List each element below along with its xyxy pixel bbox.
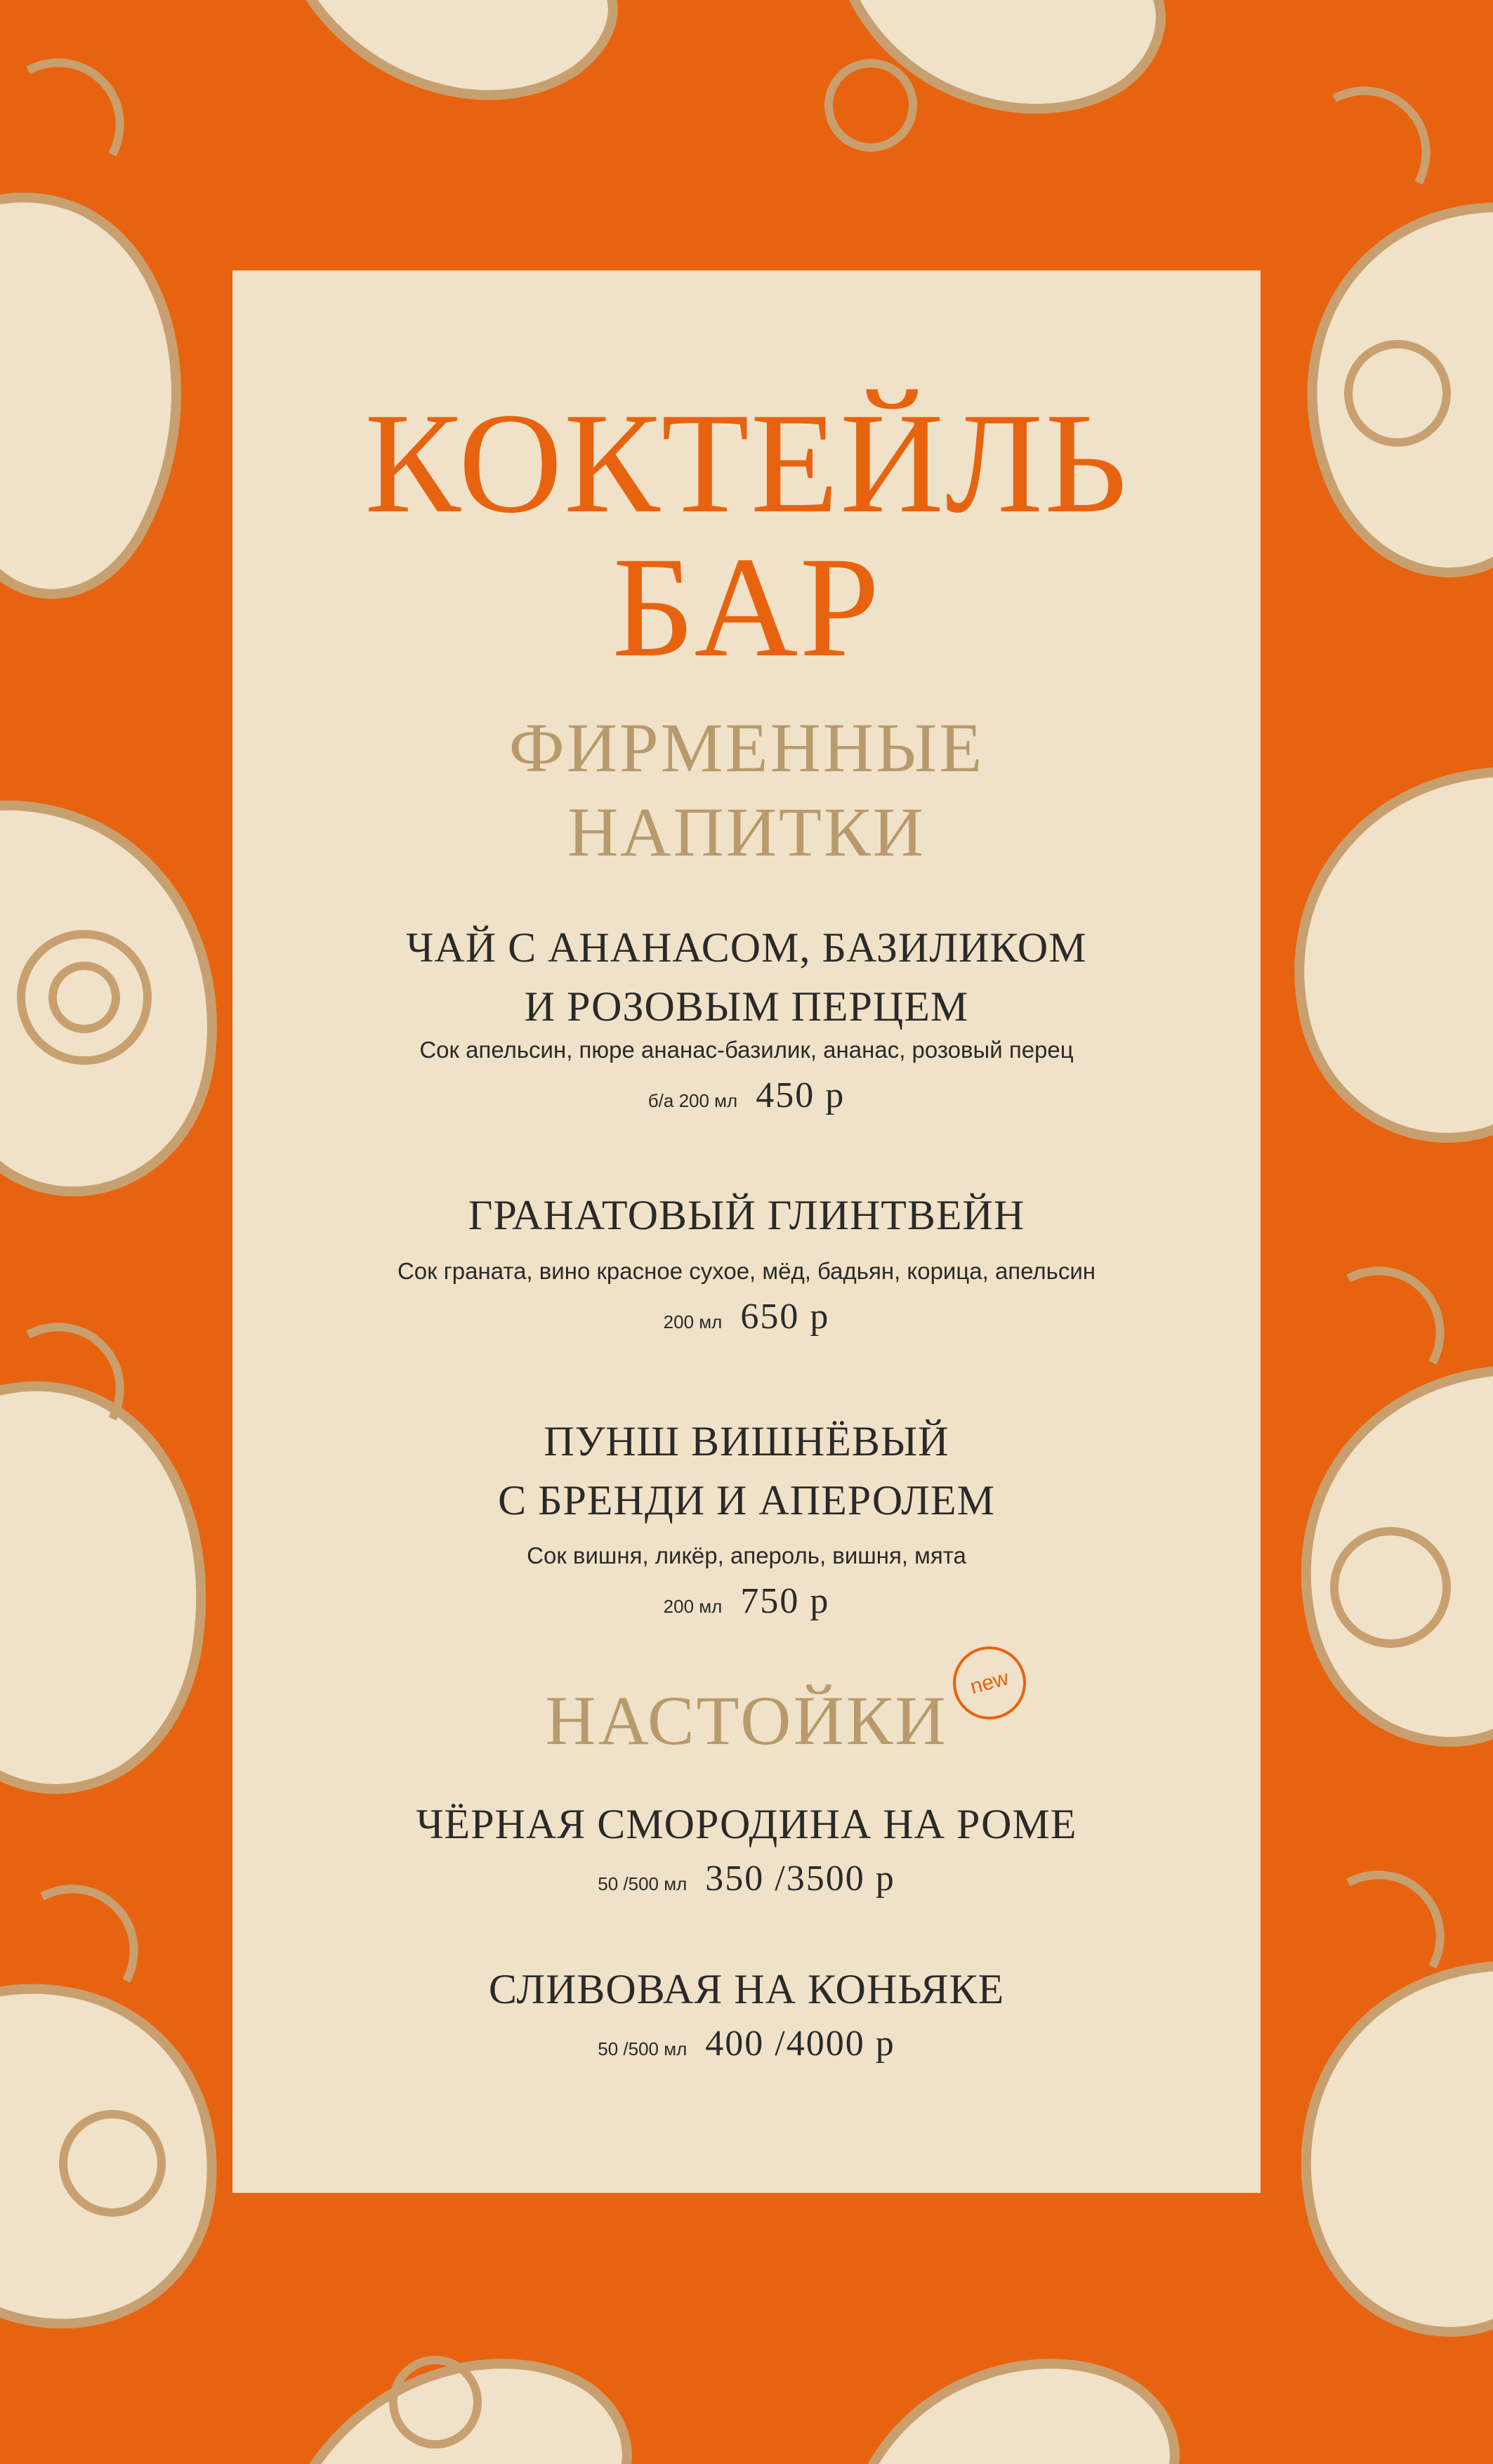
item-price: 750 р (740, 1581, 830, 1621)
item-name: ЧЁРНАЯ СМОРОДИНА НА РОМЕ (416, 1801, 1077, 1847)
item-volume: 200 мл (663, 1596, 723, 1617)
item-volume: 50 /500 мл (598, 2038, 688, 2059)
item-price: 350 /3500 р (705, 1859, 895, 1899)
item-price-row (232, 2023, 1261, 2064)
item-name: ПУНШ ВИШНЁВЫЙ (544, 1418, 949, 1464)
item-price: 400 /4000 р (705, 2024, 895, 2064)
item-price: 450 р (756, 1075, 846, 1115)
menu-title-line2: БАР (612, 527, 881, 687)
item-volume: б/а 200 мл (647, 1090, 738, 1111)
item-price-row (232, 1580, 1261, 1622)
new-badge: new (945, 1638, 1034, 1727)
item-volume: 200 мл (663, 1311, 723, 1332)
item-name: СЛИВОВАЯ НА КОНЬЯКЕ (488, 1966, 1005, 2012)
item-price-row (232, 1858, 1261, 1899)
section-title-signature-line1: ФИРМЕННЫЕ (508, 709, 985, 787)
item-name: ГРАНАТОВЫЙ ГЛИНТВЕЙН (468, 1192, 1025, 1238)
item-volume: 50 /500 мл (598, 1873, 688, 1894)
item-description: Сок апельсин, пюре ананас-базилик, ананас, розовый перец (419, 1037, 1074, 1063)
menu-title-line1: КОКТЕЙЛЬ (364, 384, 1129, 543)
section-title-infusions: НАСТОЙКИ (545, 1682, 948, 1759)
item-name: И РОЗОВЫМ ПЕРЦЕМ (524, 983, 969, 1030)
item-price-row (232, 1296, 1261, 1337)
item-description: Сок граната, вино красное сухое, мёд, бадьян, корица, апельсин (397, 1258, 1096, 1284)
item-description: Сок вишня, ликёр, апероль, вишня, мята (527, 1542, 966, 1568)
section-title-signature-line2: НАПИТКИ (567, 793, 926, 871)
item-name: ЧАЙ С АНАНАСОМ, БАЗИЛИКОМ (406, 924, 1087, 971)
item-price-row (232, 1075, 1261, 1116)
item-price: 650 р (740, 1297, 830, 1337)
item-name: С БРЕНДИ И АПЕРОЛЕМ (498, 1477, 995, 1523)
menu-panel (232, 270, 1261, 2193)
